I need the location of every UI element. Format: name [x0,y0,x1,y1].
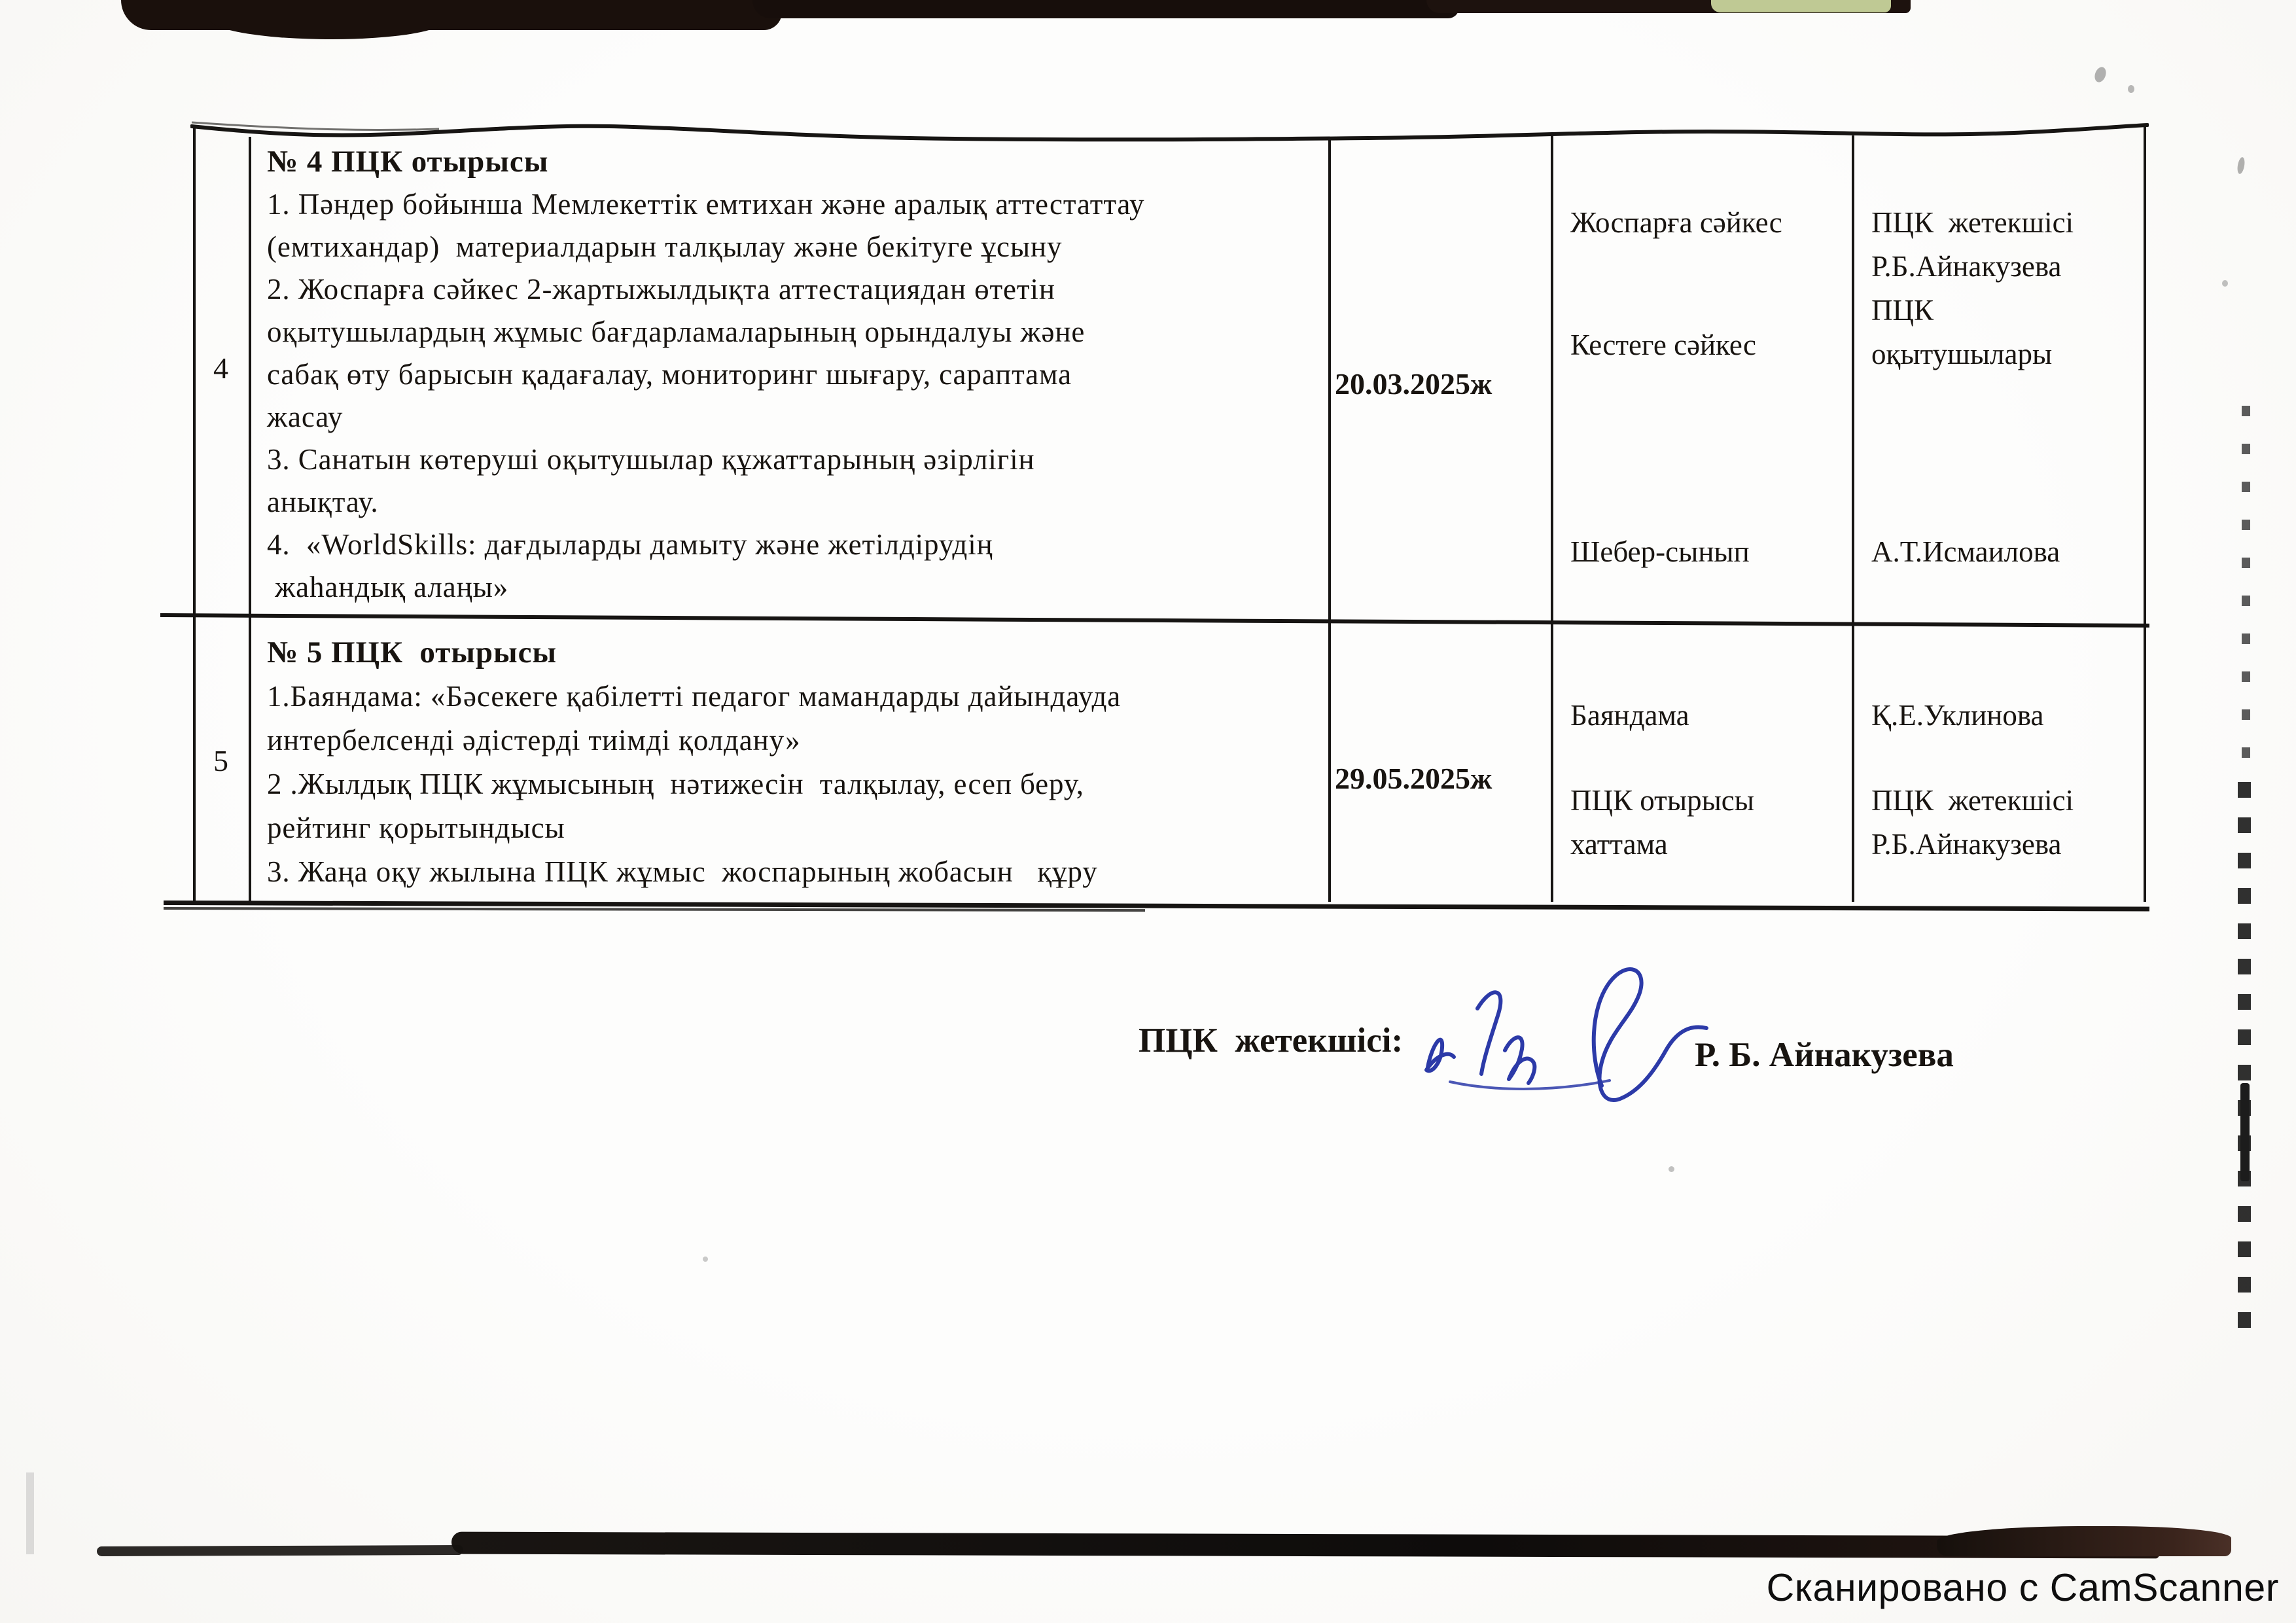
row4-line: 4. «WorldSkills: дағдыларды дамыту және жетілдірудің [267,528,993,561]
row5-form-entry: ПЦК отырысы [1570,784,1755,817]
scan-artifact-top-band-mid [752,0,1459,18]
row5-title: № 5 ПЦК отырысы [267,635,557,669]
row5-content-cell [251,619,1326,902]
row5-line: 3. Жаңа оқу жылына ПЦК жұмыс жоспарының жобасын құру [267,855,1098,888]
row4-number: 4 [213,351,228,385]
row4-form-entry: Шебер-сынып [1570,535,1750,568]
signature-name: Р. Б. Айнакузева [1695,1036,1954,1074]
table-border-bottom-ghost [164,907,1145,912]
column-divider-form [1551,135,1553,902]
row4-responsible-entry: А.Т.Исмаилова [1871,535,2060,568]
row5-line: рейтинг қорытындысы [267,812,565,844]
signature-label: ПЦК жетекшісі: [1139,1022,1404,1060]
row5-number-cell [193,619,249,902]
scan-artifact-right-edge-upper [2242,406,2250,782]
row4-form-entry: Кестеге сәйкес [1570,329,1756,361]
row5-responsible-entry: ПЦК жетекшісі [1871,784,2074,817]
scan-artifact-right-edge-solid [2240,1083,2250,1181]
dust-speck [2128,85,2134,93]
row4-line: жаһандық алаңы» [267,571,509,603]
dust-speck [2222,280,2228,287]
row5-responsible-entry: Р.Б.Айнакузева [1871,828,2062,861]
row4-title: № 4 ПЦК отырысы [267,145,549,179]
row4-line: анықтау. [267,486,379,518]
row4-line: 1. Пәндер бойынша Мемлекеттік емтихан және аралық аттестаттау [267,188,1145,221]
row4-line: сабақ өту барысын қадағалау, мониторинг шығару, сараптама [267,358,1072,391]
row4-line: (емтихандар) материалдарын талқылау және бекітуге ұсыну [267,230,1063,263]
row5-date: 29.05.2025ж [1335,762,1492,795]
scan-artifact-bottom-band [451,1532,2159,1559]
row4-responsible-entry: ПЦК [1871,294,1934,327]
scan-artifact-top-bump [209,0,445,39]
scan-artifact-right-edge-lower [2238,782,2251,1335]
row4-line: 2. Жоспарға сәйкес 2-жартыжылдықта аттестациядан өтетін [267,273,1055,306]
row5-form-entry: хаттама [1570,828,1668,861]
scan-artifact-left-edge [26,1472,34,1554]
row4-line: 3. Санатын көтеруші оқытушылар құжаттарының әзірлігін [267,443,1035,476]
camscanner-watermark: Сканировано с CamScanner [1766,1566,2279,1609]
meeting-plan-table [193,121,2146,904]
row5-line: 1.Баяндама: «Бәсекеге қабілетті педагог мамандарды дайындауда [267,680,1122,713]
row4-form-entry: Жоспарға сәйкес [1570,206,1782,239]
row4-line: жасау [267,401,344,433]
dust-speck [2093,65,2108,84]
row5-number: 5 [213,743,228,777]
row4-date: 20.03.2025ж [1335,367,1492,401]
row4-line: оқытушылардың жұмыс бағдарламаларының орындалуы және [267,315,1086,348]
row5-form-entry: Баяндама [1570,699,1689,732]
table-border-right [2144,126,2146,902]
signature-ink [1394,946,1721,1129]
row4-number-cell [193,121,249,615]
dust-speck [2236,156,2246,174]
scan-artifact-green-fleck [1711,0,1891,12]
row4-content-cell [251,121,1326,615]
column-divider-date [1328,139,1331,902]
scan-artifact-bottom-left [97,1545,463,1556]
row4-responsible-entry: ПЦК жетекшісі [1871,206,2074,239]
dust-speck [1669,1166,1674,1172]
column-divider-resp [1852,135,1854,902]
row5-responsible-entry: Қ.Е.Уклинова [1871,699,2044,732]
scan-artifact-bottom-bump [1937,1526,2231,1556]
row4-responsible-entry: Р.Б.Айнакузева [1871,250,2062,283]
row4-responsible-entry: оқытушылары [1871,338,2053,370]
row5-line: 2 .Жылдық ПЦК жұмысының нәтижесін талқылау, есеп беру, [267,768,1084,800]
row5-line: интербелсенді әдістерді тиімді қолдану» [267,724,801,757]
dust-speck [703,1257,708,1262]
